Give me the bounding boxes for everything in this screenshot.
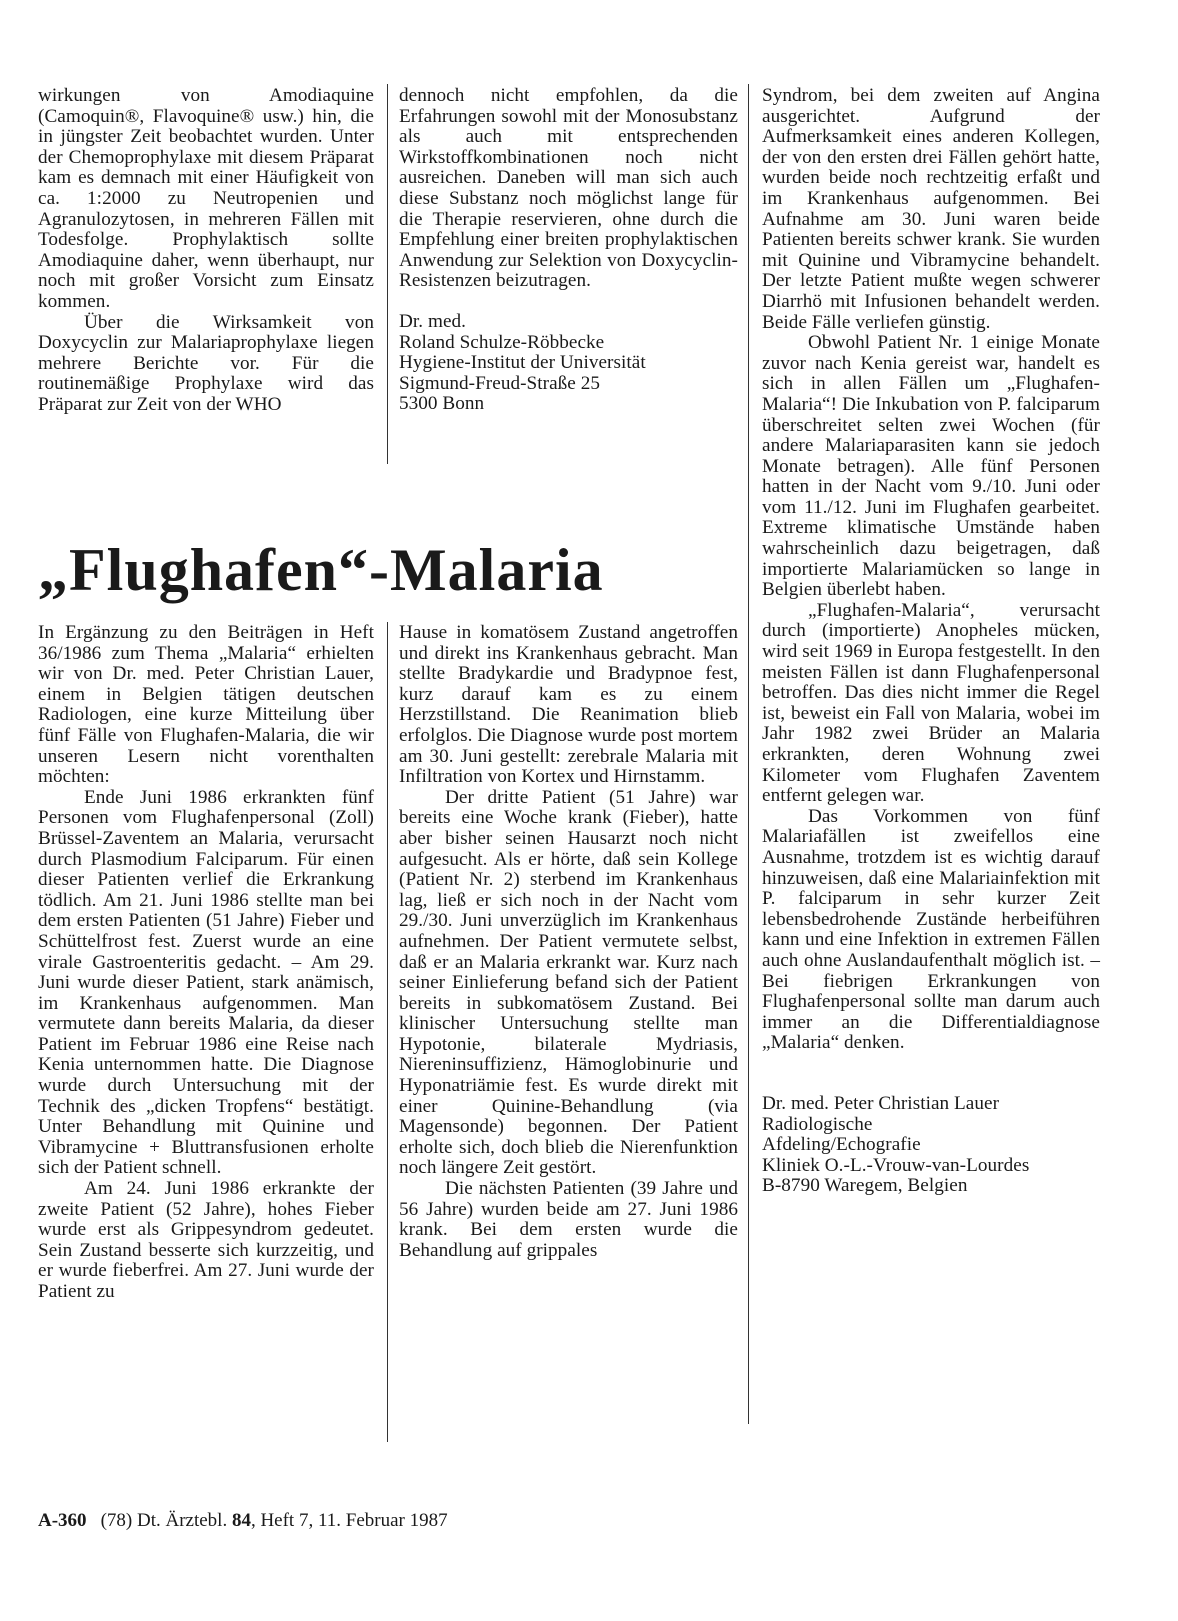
article-column-1: [38, 623, 374, 1303]
article-column-3: [762, 86, 1100, 1197]
column-divider: [748, 84, 749, 1424]
paragraph: dennoch nicht empfohlen, da die Erfahrungen sowohl mit der Monosubstanz als auch mit entsprechenden Wirkstoffkombinationen noch nicht ausreichen. Daneben will man sich auch diese Substanz noch möglichst lange für die Therapie reservieren, ohne durch die Empfehlung einer breiten prophylaktischen Anwendung zur Selektion von Doxycyclin-Resistenzen beizutragen.: [399, 85, 738, 292]
paragraph: Das Vorkommen von fünf Malariafällen ist zweifellos eine Ausnahme, trotzdem ist es wichtig darauf hinzuweisen, daß eine Malariainfektion mit P. falciparum in sehr kurzer Zeit lebensbedrohende Zustände herbeiführen kann und eine Infektion in extremen Fällen auch ohne Auslandaufenthalt möglich ist. – Bei fiebrigen Erkrankungen von Flughafenpersonal sollte man darum auch immer an die Differentialdiagnose „Malaria“ denken.: [762, 805, 1100, 1054]
paragraph: Über die Wirksamkeit von Doxycyclin zur Malariaprophylaxe liegen mehrere Berichte vor. Für die routinemäßige Prophylaxe wird das Präparat zur Zeit von der WHO: [38, 311, 374, 415]
top-column-2: [399, 86, 738, 415]
author-signature: [762, 1094, 1100, 1197]
volume-number: 84: [231, 1510, 251, 1531]
signature-line: Sigmund-Freud-Straße 25: [399, 372, 600, 394]
paragraph: In Ergänzung zu den Beiträgen in Heft 36/1986 zum Thema „Malaria“ erhielten wir von Dr. med. Peter Christian Lauer, einem in Belgien tätigen deutschen Radiologen, eine kurze Mitteilung über fünf Fälle von Flughafen-Malaria, die wir unseren Lesern nicht vorenthalten möchten:: [38, 622, 374, 788]
signature-line: Roland Schulze-Röbbecke: [399, 331, 605, 353]
signature-line: Afdeling/Echografie: [762, 1134, 921, 1156]
page-number: A-360: [38, 1510, 87, 1531]
paragraph: Die nächsten Patienten (39 Jahre und 56 Jahre) wurden beide am 27. Juni 1986 krank. Bei dem ersten wurde die Behandlung auf grippales: [399, 1178, 738, 1261]
signature-line: B-8790 Waregem, Belgien: [762, 1175, 968, 1197]
paragraph: Ende Juni 1986 erkrankten fünf Personen vom Flughafenpersonal (Zoll) Brüssel-Zaventem an Malaria, verursacht durch Plasmodium Falciparum. Für einen dieser Patienten verlief die Erkrankung tödlich. Am 21. Juni 1986 stellte man bei dem ersten Patienten (51 Jahre) Fieber und Schüttelfrost fest. Zuerst wurde an eine virale Gastroenteritis gedacht. – Am 29. Juni wurde dieser Patient, stark anämisch, im Krankenhaus aufgenommen. Man vermutete dann bereits Malaria, da dieser Patient im Februar 1986 eine Reise nach Kenia unternommen hatte. Die Diagnose wurde durch Untersuchung mit der Technik des „dicken Tropfens“ bestätigt. Unter Behandlung mit Quinine und Vibramycine + Bluttransfusionen erholte sich der Patient schnell.: [38, 786, 374, 1179]
issue-date: , Heft 7, 11. Februar 1987: [250, 1510, 448, 1531]
signature-line: Dr. med. Peter Christian Lauer: [762, 1092, 1000, 1114]
paragraph: „Flughafen-Malaria“, verursacht durch (importierte) Anopheles mücken, wird seit 1969 in Europa festgestellt. In den meisten Fällen ist dann Flughafenpersonal betroffen. Das dies nicht immer die Regel ist, beweist ein Fall von Malaria, wobei im Jahr 1982 zwei Brüder an Malaria erkrankten, deren Wohnung zwei Kilometer vom Flughafen Zaventem entfernt gelegen war.: [762, 599, 1100, 807]
column-divider: [387, 622, 388, 1442]
column-divider: [387, 84, 388, 464]
signature-line: 5300 Bonn: [399, 393, 485, 415]
signature-line: Radiologische: [762, 1113, 873, 1135]
paragraph: wirkungen von Amodiaquine (Camoquin®, Flavoquine® usw.) hin, die in jüngster Zeit beobachtet wurden. Unter der Chemoprophylaxe mit diesem Präparat kam es demnach mit einer Häufigkeit von ca. 1:2000 zu Neutropenien und Agranulozytosen, in mehreren Fällen mit Todesfolge. Prophylaktisch sollte Amodiaquine daher, wenn überhaupt, nur noch mit großer Vorsicht zum Einsatz kommen.: [38, 85, 374, 312]
paragraph: Hause in komatösem Zustand angetroffen und direkt ins Krankenhaus gebracht. Man stellte Bradykardie und Bradypnoe fest, kurz darauf kam es zu einem Herzstillstand. Die Reanimation blieb erfolglos. Die Diagnose wurde post mortem am 30. Juni gestellt: zerebrale Malaria mit Infiltration von Kortex und Hirnstamm.: [399, 622, 738, 788]
signature-line: Hygiene-Institut der Universität: [399, 352, 646, 374]
paragraph: Der dritte Patient (51 Jahre) war bereits eine Woche krank (Fieber), hatte aber bisher seinen Hausarzt noch nicht aufgesucht. Als er hörte, daß sein Kollege (Patient Nr. 2) sterbend im Krankenhaus lag, ließ er sich noch in der Nacht vom 29./30. Juni unverzüglich im Krankenhaus aufnehmen. Der Patient vermutete selbst, daß er an Malaria erkrankt war. Kurz nach seiner Einlieferung befand sich der Patient bereits in subkomatösem Zustand. Bei klinischer Untersuchung stellte man Hypotonie, bilaterale Mydriasis, Niereninsuffizienz, Hämoglobinurie und Hyponatriämie fest. Es wurde direkt mit einer Quinine-Behandlung (via Magensonde) begonnen. Der Patient erholte sich, doch blieb die Nierenfunktion noch längere Zeit gestört.: [399, 786, 738, 1179]
journal-name: (78) Dt. Ärztebl.: [100, 1510, 228, 1531]
signature-line: Dr. med.: [399, 310, 467, 332]
top-column-1: [38, 86, 374, 416]
article-column-2: [399, 623, 738, 1261]
signature-line: Kliniek O.-L.-Vrouw-van-Lourdes: [762, 1154, 1030, 1176]
page-footer: [38, 1510, 448, 1532]
paragraph: Syndrom, bei dem zweiten auf Angina ausgerichtet. Aufgrund der Aufmerksamkeit eines anderen Kollegen, der von den ersten drei Fällen gehört hatte, wurden beide noch rechtzeitig erfaßt und im Krankenhaus aufgenommen. Bei Aufnahme am 30. Juni waren beide Patienten bereits schwer krank. Sie wurden mit Quinine und Vibramycine behandelt. Der letzte Patient mußte wegen schwerer Diarrhö mit Infusionen behandelt werden. Beide Fälle verliefen günstig.: [762, 85, 1100, 333]
article-title: „Flughafen“-Malaria: [38, 537, 604, 603]
paragraph: Am 24. Juni 1986 erkrankte der zweite Patient (52 Jahre), hohes Fieber wurde erst als Grippesyndrom gedeutet. Sein Zustand besserte sich kurzzeitig, und er wurde fieberfrei. Am 27. Juni wurde der Patient zu: [38, 1178, 374, 1302]
author-signature: [399, 312, 738, 415]
paragraph: Obwohl Patient Nr. 1 einige Monate zuvor nach Kenia gereist war, handelt es sich in allen Fällen um „Flughafen-Malaria“! Die Inkubation von P. falciparum überschreitet selten zwei Wochen (für andere Malariaparasiten kann sie jedoch Monate betragen). Alle fünf Personen hatten in der Nacht vom 9./10. Juni oder vom 11./12. Juni im Flughafen gearbeitet. Extreme klimatische Umstände haben wahrscheinlich dazu beigetragen, daß importierte Malariamücken so lange in Belgien überlebt haben.: [762, 332, 1100, 601]
